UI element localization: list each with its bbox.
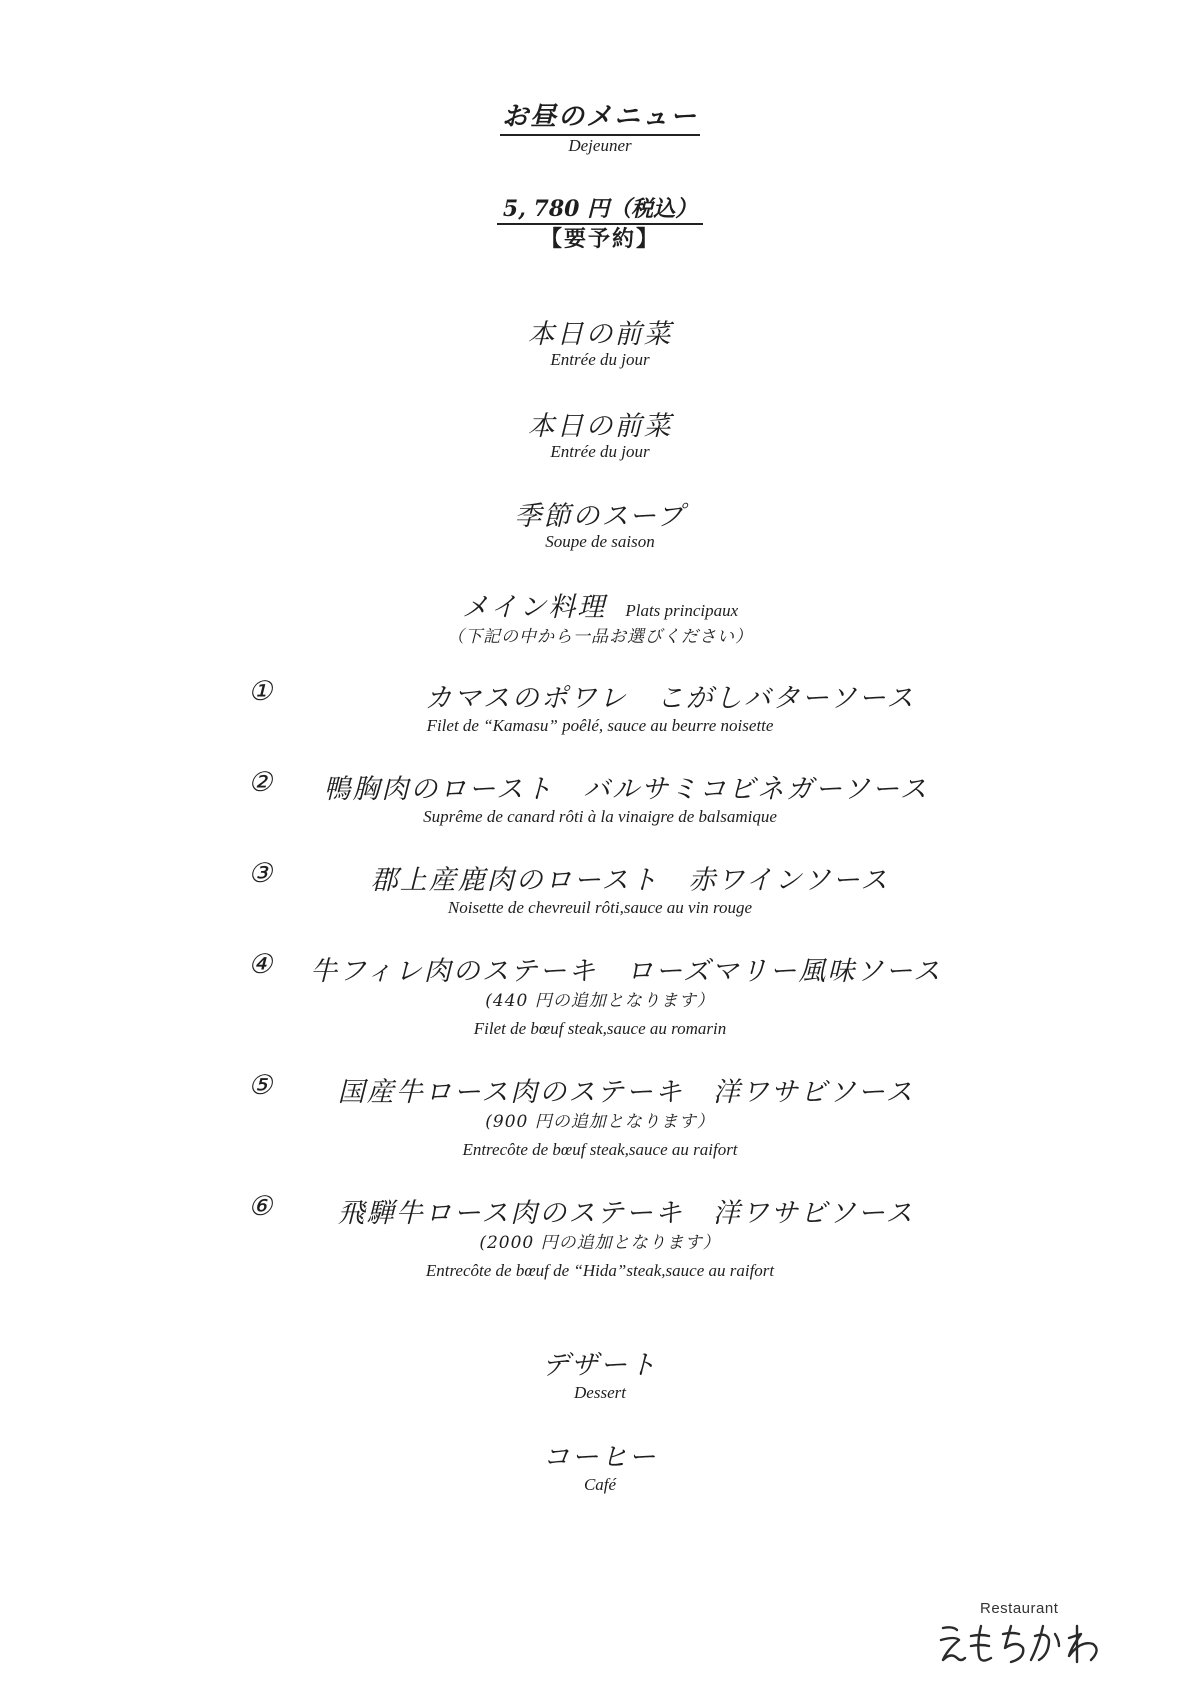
- course-1-fr: Entrée du jour: [550, 350, 650, 369]
- item-jp: 飛騨牛ロース肉のステーキ 洋ワサビソース: [337, 1198, 915, 1229]
- item-number: ①: [248, 676, 273, 707]
- menu-title: お昼のメニュー: [500, 102, 700, 136]
- coffee-jp: コーヒー: [542, 1442, 658, 1473]
- main-note: （下記の中から一品お選びください）: [447, 627, 753, 647]
- item-surcharge: (2000 円の追加となります）: [479, 1233, 721, 1253]
- item-fr: Entrecôte de bœuf steak,sauce au raifort: [462, 1140, 738, 1159]
- item-fr: Filet de bœuf steak,sauce au romarin: [473, 1019, 727, 1038]
- course-3-jp: 季節のスープ: [514, 501, 686, 532]
- item-fr: Entrecôte de bœuf de “Hida”steak,sauce au raifort: [425, 1261, 775, 1280]
- main-heading: [0, 585, 1200, 624]
- item-jp: カマスのポワレ こがしバターソース: [424, 683, 916, 714]
- course-2-jp: 本日の前菜: [527, 411, 673, 442]
- main-heading-jp: メイン料理: [461, 592, 607, 623]
- item-surcharge: (900 円の追加となります）: [485, 1112, 715, 1132]
- item-fr: Filet de “Kamasu” poêlé, sauce au beurre noisette: [426, 716, 774, 735]
- item-jp: 郡上産鹿肉のロースト 赤ワインソース: [370, 865, 890, 896]
- item-fr: Suprême de canard rôti à la vinaigre de balsamique: [423, 807, 777, 826]
- reservation-note: 【要予約】: [539, 226, 660, 252]
- item-number: ④: [248, 949, 273, 980]
- course-1-jp: 本日の前菜: [527, 319, 673, 350]
- dessert-jp: デザート: [542, 1350, 658, 1381]
- item-number: ③: [248, 858, 273, 889]
- item-jp: 国産牛ロース肉のステーキ 洋ワサビソース: [337, 1077, 915, 1108]
- logo-signature-icon: [935, 1618, 1115, 1670]
- dessert-fr: Dessert: [574, 1383, 626, 1402]
- main-heading-fr: Plats principaux: [625, 601, 739, 620]
- coffee-fr: Café: [583, 1475, 617, 1494]
- restaurant-logo: [935, 1600, 1115, 1670]
- price: 5, 780 円（税込）: [497, 196, 703, 225]
- price-row: [0, 192, 1200, 223]
- item-number: ⑥: [248, 1191, 273, 1222]
- item-surcharge: (440 円の追加となります）: [485, 991, 715, 1011]
- title-row: [0, 96, 1200, 133]
- item-jp: 牛フィレ肉のステーキ ローズマリー風味ソース: [309, 956, 943, 987]
- course-3-fr: Soupe de saison: [545, 532, 655, 551]
- item-jp: 鴨胸肉のロースト バルサミコビネガーソース: [323, 774, 929, 805]
- menu-subtitle: Dejeuner: [568, 136, 632, 155]
- course-2-fr: Entrée du jour: [550, 442, 650, 461]
- item-number: ⑤: [248, 1070, 273, 1101]
- item-number: ②: [248, 767, 273, 798]
- item-fr: Noisette de chevreuil rôti,sauce au vin rouge: [447, 898, 753, 917]
- logo-word: Restaurant: [980, 1600, 1059, 1617]
